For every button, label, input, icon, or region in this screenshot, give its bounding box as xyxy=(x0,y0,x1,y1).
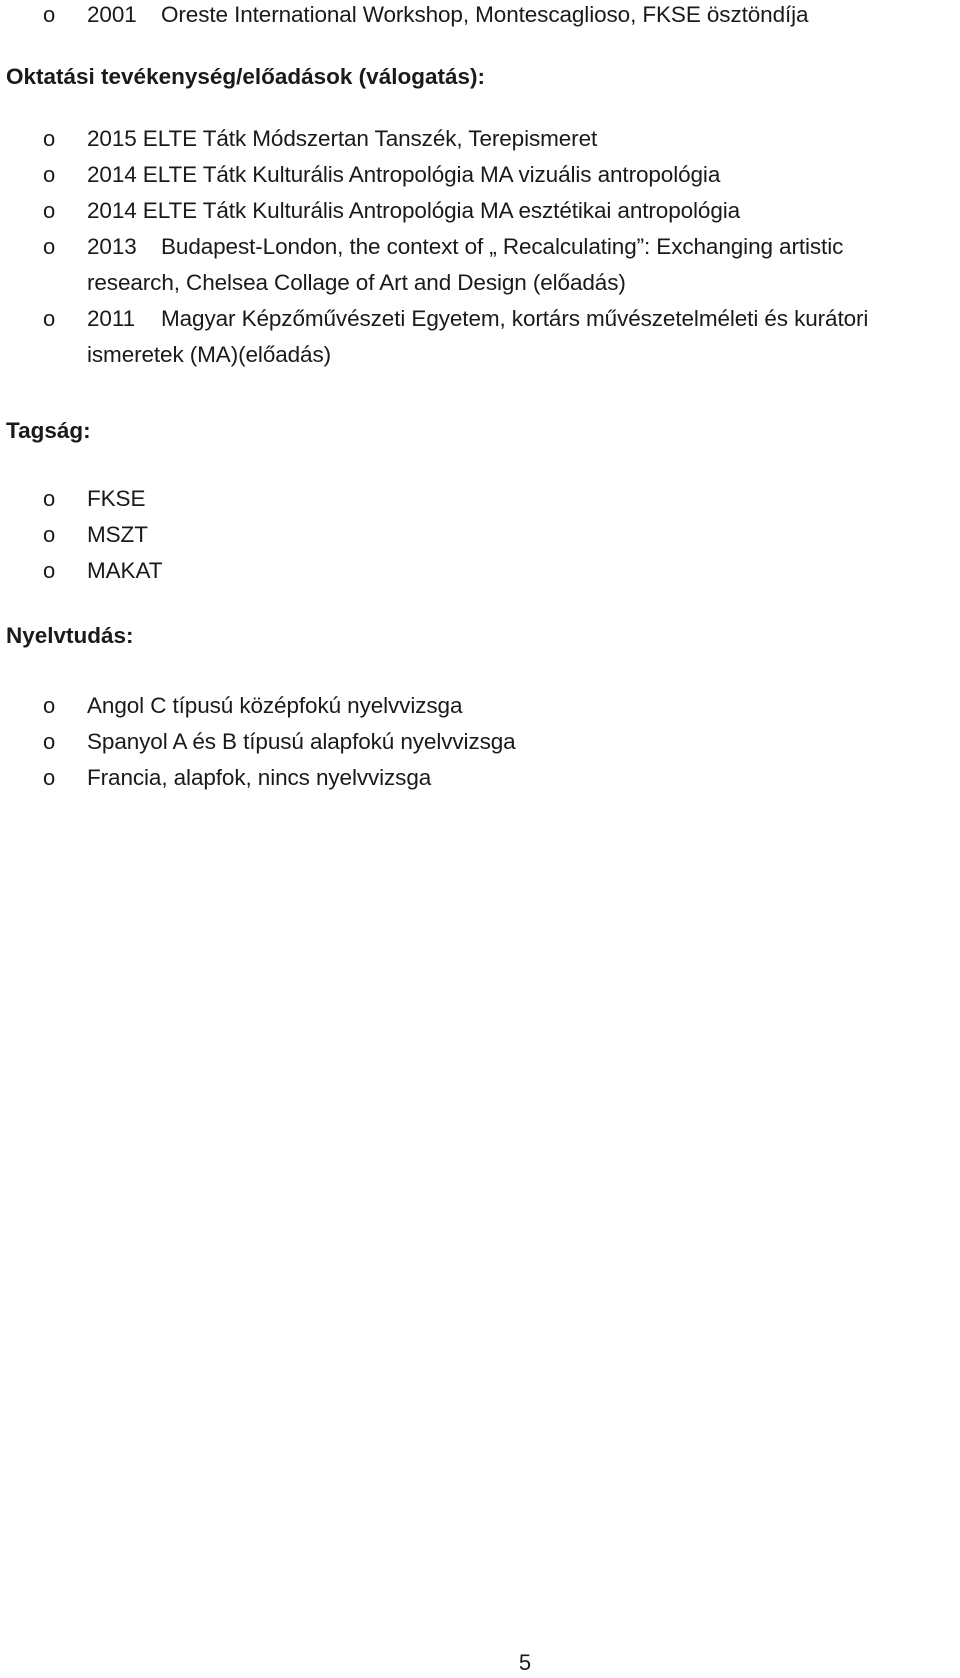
bullet-icon: o xyxy=(43,162,56,187)
item-text: Oreste International Workshop, Montescaglioso, FKSE ösztöndíja xyxy=(161,2,809,27)
item-text: FKSE xyxy=(87,486,146,511)
bullet-icon: o xyxy=(43,522,56,547)
item-text: Angol C típusú középfokú nyelvvizsga xyxy=(87,693,463,718)
bullet-icon: o xyxy=(43,306,56,331)
section-heading-languages: Nyelvtudás: xyxy=(6,623,134,648)
item-text: Spanyol A és B típusú alapfokú nyelvvizsga xyxy=(87,729,516,754)
list-item xyxy=(0,724,960,760)
bullet-icon: o xyxy=(43,198,56,223)
languages-list xyxy=(0,688,960,796)
item-year: 2011 xyxy=(87,306,135,331)
section-heading-teaching: Oktatási tevékenység/előadások (válogatás): xyxy=(6,64,485,89)
list-item xyxy=(0,760,960,796)
list-item xyxy=(0,481,960,517)
item-year: 2001 xyxy=(87,2,137,27)
bullet-icon: o xyxy=(43,729,56,754)
list-item xyxy=(0,229,960,301)
list-item xyxy=(0,157,960,193)
list-item xyxy=(0,301,960,373)
bullet-icon: o xyxy=(43,693,56,718)
list-item xyxy=(0,688,960,724)
list-item xyxy=(0,517,960,553)
item-text: MSZT xyxy=(87,522,148,547)
item-text-continued: research, Chelsea Collage of Art and Design (előadás) xyxy=(87,270,626,295)
item-year: 2013 xyxy=(87,234,137,259)
bullet-icon: o xyxy=(43,234,56,259)
item-text: 2014 ELTE Tátk Kulturális Antropológia MA esztétikai antropológia xyxy=(87,198,741,223)
bullet-icon: o xyxy=(43,765,56,790)
bullet-icon: o xyxy=(43,126,56,151)
membership-list xyxy=(0,481,960,589)
item-text: 2015 ELTE Tátk Módszertan Tanszék, Terepismeret xyxy=(87,126,598,151)
item-text-continued: ismeretek (MA)(előadás) xyxy=(87,342,332,367)
list-item xyxy=(0,193,960,229)
bullet-icon: o xyxy=(43,2,56,27)
list-item xyxy=(0,553,960,589)
item-text: 2014 ELTE Tátk Kulturális Antropológia MA vizuális antropológia xyxy=(87,162,721,187)
item-text: Magyar Képzőművészeti Egyetem, kortárs művészetelméleti és kurátori xyxy=(161,306,869,331)
list-item xyxy=(0,121,960,157)
bullet-icon: o xyxy=(43,486,56,511)
teaching-list xyxy=(0,121,960,373)
item-text: Francia, alapfok, nincs nyelvvizsga xyxy=(87,765,432,790)
list-item xyxy=(0,0,808,33)
page-number: 5 xyxy=(518,1650,532,1675)
bullet-icon: o xyxy=(43,558,56,583)
section-heading-membership: Tagság: xyxy=(6,418,91,443)
item-text: MAKAT xyxy=(87,558,163,583)
item-text: Budapest-London, the context of „ Recalculating”: Exchanging artistic xyxy=(161,234,844,259)
